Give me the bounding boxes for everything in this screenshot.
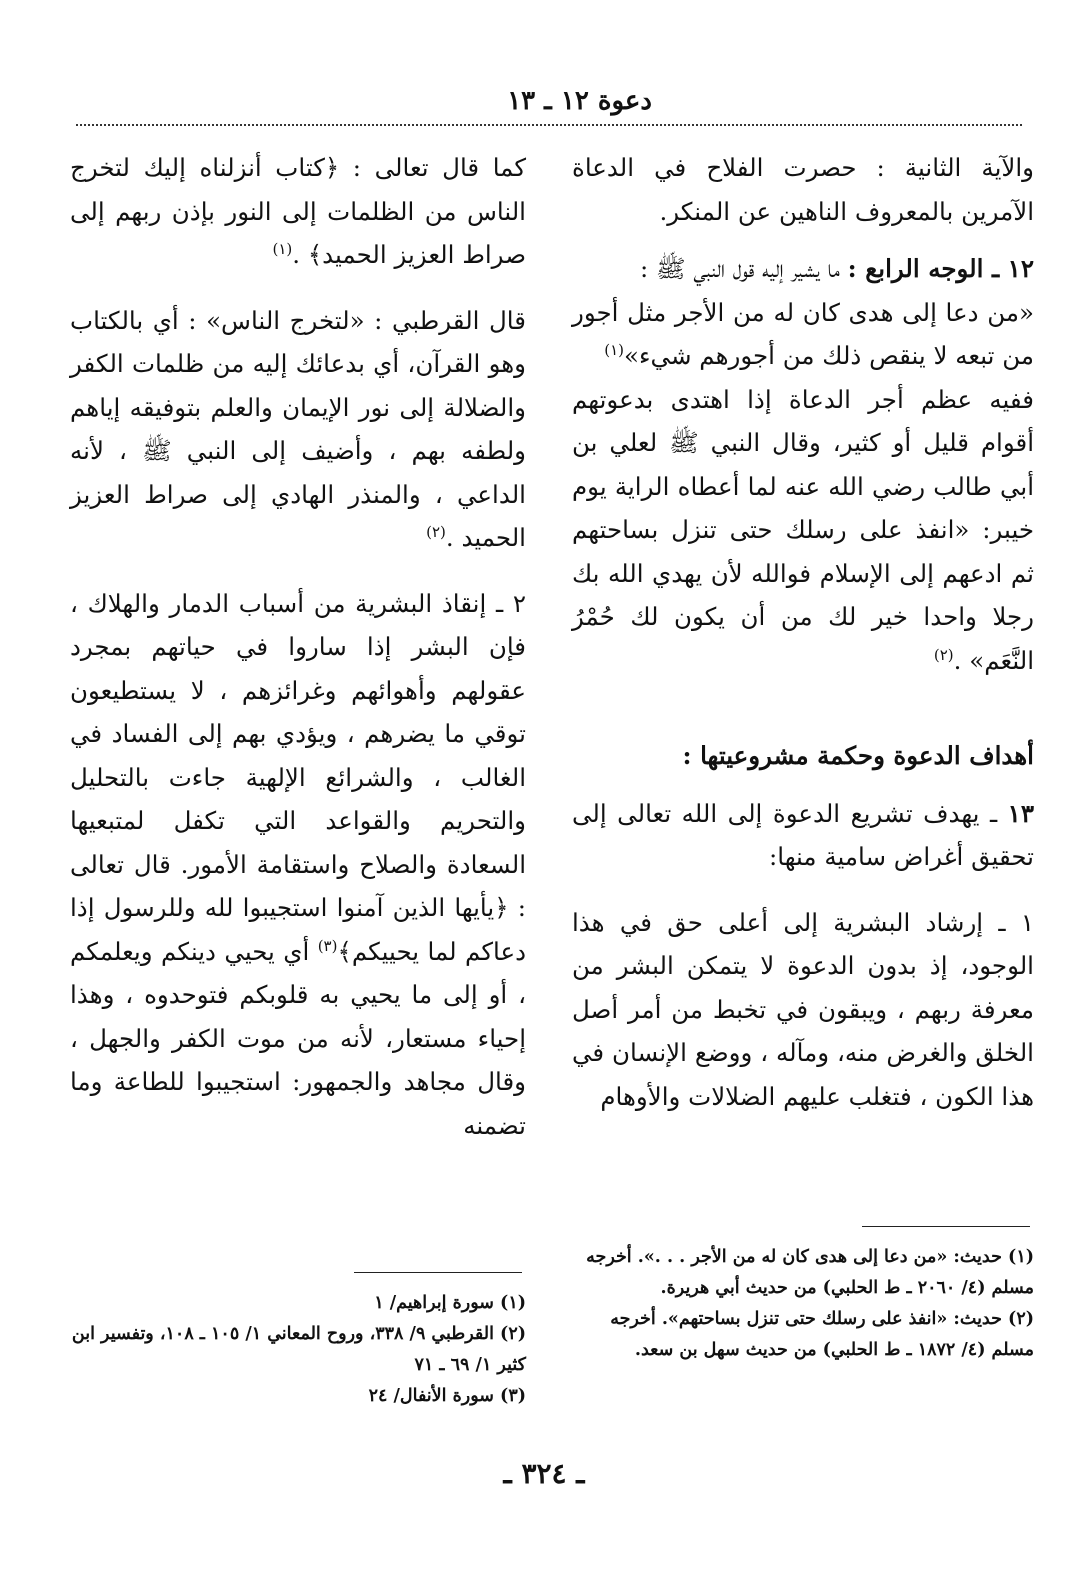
section-12-lead: ١٢ ـ الوجه الرابع : (847, 254, 1034, 283)
left-column (70, 146, 526, 1147)
footnote-left-2: (٢) القرطبي ٩/ ٣٣٨، وروح المعاني ١/ ١٠٥ ـ ١٠٨، وتفسير ابن كثير ١/ ٦٩ ـ ٧١ (71, 1324, 526, 1375)
reward-text: ففيه عظم أجر الدعاة إذا اهتدى بدعوتهم أقوام قليل أو كثير، وقال النبي ﷺ لعلي بن أبي طالب رضي الله عنه لما أعطاه الراية يوم خيبر: «انفذ على رسلك حتى تنزل بساحتهم ثم ادعهم إلى الإسلام فوالله لأن يهدي الله بك رجلا واحدا خير لك من أن يكون لك حُمْرُ النَّعَم» . (572, 384, 1034, 675)
point-1-paragraph: ١ ـ إرشاد البشرية إلى أعلى حق في هذا الوجود، إذ بدون الدعوة لا يتمكن البشر من معرفة ربهم ، ويبقون في تخبط من أمر أصل الخلق والغرض منه، ومآله ، ووضع الإنسان في هذا الكون ، فتغلب عليهم الضلالات والأوهام (572, 907, 1034, 1111)
footnotes-right (586, 1242, 1034, 1366)
header-dotted-rule (76, 124, 1022, 126)
section-heading: أهداف الدعوة وحكمة مشروعيتها : (682, 741, 1034, 770)
section-13-text: ـ يهدف تشريع الدعوة إلى الله تعالى إلى تحقيق أغراض سامية منها: (572, 798, 1034, 871)
section-13-paragraph (572, 792, 1034, 879)
paragraph-reward (572, 378, 1034, 683)
point-2-text-b: أي يحيي دينكم ويعلمكم ، أو إلى ما يحيي به قلوبكم فتوحدوه ، وهذا إحياء مستعار، لأنه من موت الكفر والجهل ، وقال مجاهد والجمهور: استجيبوا للطاعة وما تضمنه (70, 936, 526, 1140)
hadith-paragraph (572, 291, 1034, 378)
running-title: دعوة ١٢ ـ ١٣ (507, 86, 652, 116)
quran-quote-text: كما قال تعالى : ﴿كتاب أنزلناه إليك لتخرج الناس من الظلمات إلى النور بإذن ربهم إلى صراط العزيز الحميد﴾ . (70, 153, 526, 269)
qurtubi-paragraph (70, 299, 526, 560)
page-header (0, 86, 1088, 126)
footnote-rule-right (862, 1226, 1030, 1227)
footnote-ref-2: (٢) (933, 645, 954, 664)
paragraph-second-verse: والآية الثانية : حصرت الفلاح في الدعاة الآمرين بالمعروف الناهين عن المنكر. (572, 153, 1034, 226)
footnote-left-1: (١) سورة إبراهيم/ ١ (374, 1293, 526, 1313)
section-13-lead: ١٣ (1007, 798, 1034, 828)
footnote-rule-left (354, 1272, 522, 1273)
section-12-paragraph (572, 247, 1034, 291)
footnote-right-1: (١) حديث: «من دعا إلى هدى كان له من الأجر . . .». أخرجه مسلم (٤/ ٢٠٦٠ ـ ط الحلبي) من حديث أبي هريرة. (586, 1247, 1034, 1298)
footnote-ref-left-3: (٣) (317, 936, 338, 955)
footnote-ref-left-2: (٢) (426, 522, 446, 541)
quran-quote-paragraph (70, 146, 526, 277)
footnote-ref-left-1: (١) (272, 239, 293, 258)
page-number-text: ـ ٣٢٤ ـ (503, 1457, 585, 1490)
qurtubi-text: قال القرطبي : «لتخرج الناس» : أي بالكتاب وهو القرآن، أي بدعائك إليه من ظلمات الكفر والضلالة إلى نور الإيمان والعلم بتوفيقه إياهم ولطفه بهم ، وأضيف إلى النبي ﷺ ، لأنه الداعي ، والمنذر الهادي إلى صراط العزيز الحميد . (70, 305, 526, 552)
footnote-right-2: (٢) حديث: «انفذ على رسلك حتى تنزل بساحتهم». أخرجه مسلم (٤/ ١٨٧٢ ـ ط الحلبي) من حديث سهل بن سعد. (610, 1309, 1034, 1360)
hadith-text: «من دعا إلى هدى كان له من الأجر مثل أجور من تبعه لا ينقص ذلك من أجورهم شيء» (572, 297, 1034, 370)
footnote-left-3: (٣) سورة الأنفال/ ٢٤ (368, 1386, 526, 1406)
footnote-ref-1: (١) (604, 340, 625, 359)
section-12-intro: ما يشير إليه قول النبي ﷺ : (639, 254, 848, 283)
footnotes-left (66, 1288, 526, 1412)
point-2-paragraph (70, 582, 526, 1148)
right-column (572, 146, 1034, 1118)
point-2-text-a: ٢ ـ إنقاذ البشرية من أسباب الدمار والهلاك ، فإن البشر إذا ساروا في حياتهم بمجرد عقولهم وأهوائهم وغرائزهم ، لا يستطيعون توقي ما يضرهم ، ويؤدي بهم إلى الفساد في الغالب ، والشرائع الإلهية جاءت بالتحليل والتحريم والقواعد التي تكفل لمتبعيها السعادة والصلاح واستقامة الأمور. قال تعالى : ﴿يأيها الذين آمنوا استجيبوا لله وللرسول إذا دعاكم لما يحييكم﴾ (70, 588, 526, 966)
page-number (0, 1457, 1088, 1490)
